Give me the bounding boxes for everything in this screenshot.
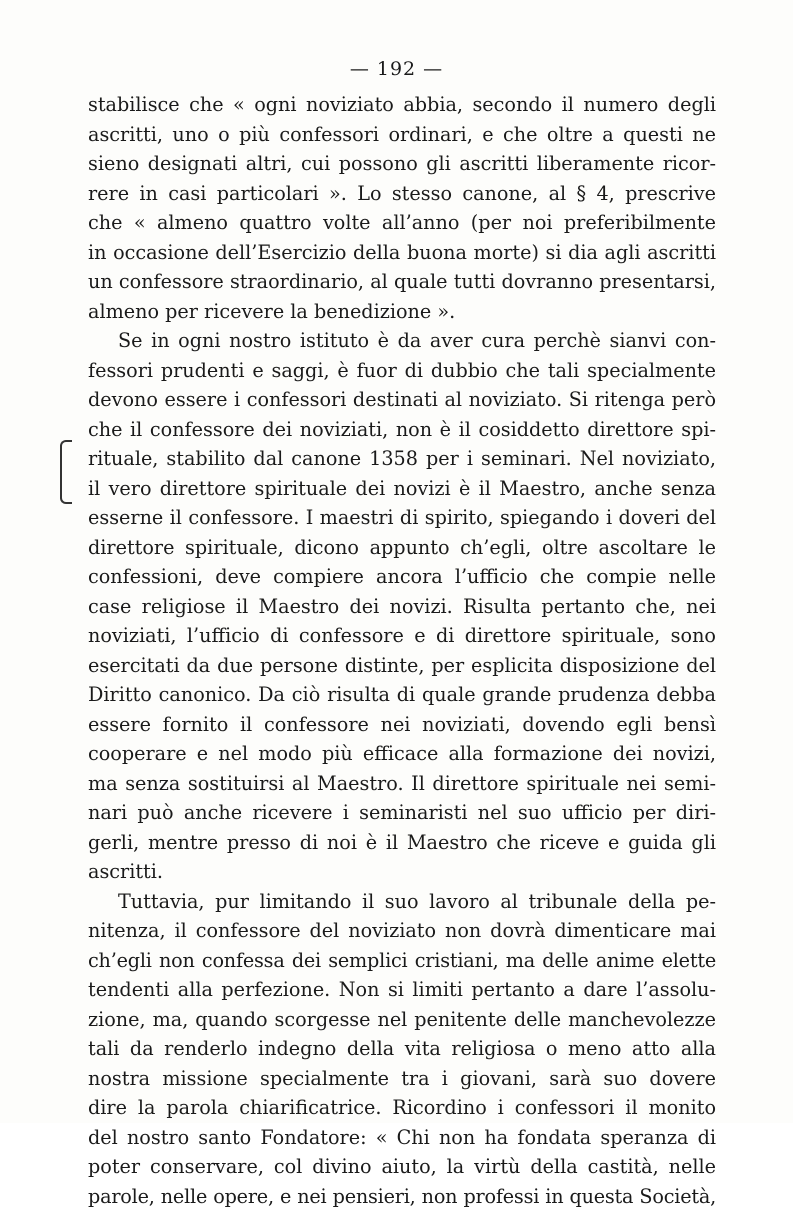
text-line: nitenza, il confessore del noviziato non dovrà dimenticare mai xyxy=(88,916,716,946)
text-line: ma senza sostituirsi al Maestro. Il direttore spirituale nei semi- xyxy=(88,769,716,799)
text-line: ascritti. xyxy=(88,857,716,887)
text-line: nari può anche ricevere i seminaristi nel suo ufficio per diri- xyxy=(88,798,716,828)
text-line: rere in casi particolari ». Lo stesso canone, al § 4, prescrive xyxy=(88,179,716,209)
text-line: Diritto canonico. Da ciò risulta di quale grande prudenza debba xyxy=(88,680,716,710)
text-line: dire la parola chiarificatrice. Ricordino i confessori il monito xyxy=(88,1093,716,1123)
text-line: Tuttavia, pur limitando il suo lavoro al tribunale della pe- xyxy=(88,887,716,917)
text-line: rituale, stabilito dal canone 1358 per i seminari. Nel noviziato, xyxy=(88,444,716,474)
text-line: direttore spirituale, dicono appunto ch’egli, oltre ascoltare le xyxy=(88,533,716,563)
text-line: zione, ma, quando scorgesse nel penitente delle manchevolezze xyxy=(88,1005,716,1035)
text-line: stabilisce che « ogni noviziato abbia, secondo il numero degli xyxy=(88,90,716,120)
text-line: nostra missione specialmente tra i giovani, sarà suo dovere xyxy=(88,1064,716,1094)
text-line: del nostro santo Fondatore: « Chi non ha fondata speranza di xyxy=(88,1123,716,1153)
text-line: cooperare e nel modo più efficace alla formazione dei novizi, xyxy=(88,739,716,769)
text-line: noviziati, l’ufficio di confessore e di direttore spirituale, sono xyxy=(88,621,716,651)
text-line: parole, nelle opere, e nei pensieri, non professi in questa Società, xyxy=(88,1182,716,1211)
text-line: confessioni, deve compiere ancora l’ufficio che compie nelle xyxy=(88,562,716,592)
text-line: il vero direttore spirituale dei novizi è il Maestro, anche senza xyxy=(88,474,716,504)
text-line: case religiose il Maestro dei novizi. Risulta pertanto che, nei xyxy=(88,592,716,622)
text-line: poter conservare, col divino aiuto, la virtù della castità, nelle xyxy=(88,1152,716,1182)
body-text xyxy=(88,90,716,1211)
text-line: esercitati da due persone distinte, per esplicita disposizione del xyxy=(88,651,716,681)
text-line: esserne il confessore. I maestri di spirito, spiegando i doveri del xyxy=(88,503,716,533)
text-line: devono essere i confessori destinati al noviziato. Si ritenga però xyxy=(88,385,716,415)
text-line: che « almeno quattro volte all’anno (per noi preferibilmente xyxy=(88,208,716,238)
text-line: essere fornito il confessore nei noviziati, dovendo egli bensì xyxy=(88,710,716,740)
text-line: Se in ogni nostro istituto è da aver cura perchè sianvi con- xyxy=(88,326,716,356)
text-line: fessori prudenti e saggi, è fuor di dubbio che tali specialmente xyxy=(88,356,716,386)
text-line: tendenti alla perfezione. Non si limiti pertanto a dare l’assolu- xyxy=(88,975,716,1005)
text-line: gerli, mentre presso di noi è il Maestro che riceve e guida gli xyxy=(88,828,716,858)
margin-bracket-mark xyxy=(60,440,72,504)
text-line: sieno designati altri, cui possono gli ascritti liberamente ricor- xyxy=(88,149,716,179)
page-number: — 192 — xyxy=(0,58,793,80)
text-line: tali da renderlo indegno della vita religiosa o meno atto alla xyxy=(88,1034,716,1064)
text-line: che il confessore dei noviziati, non è il cosiddetto direttore spi- xyxy=(88,415,716,445)
text-line: in occasione dell’Esercizio della buona morte) si dia agli ascritti xyxy=(88,238,716,268)
text-line: un confessore straordinario, al quale tutti dovranno presentarsi, xyxy=(88,267,716,297)
text-line: ascritti, uno o più confessori ordinari, e che oltre a questi ne xyxy=(88,120,716,150)
text-line: ch’egli non confessa dei semplici cristiani, ma delle anime elette xyxy=(88,946,716,976)
text-line: almeno per ricevere la benedizione ». xyxy=(88,297,716,327)
